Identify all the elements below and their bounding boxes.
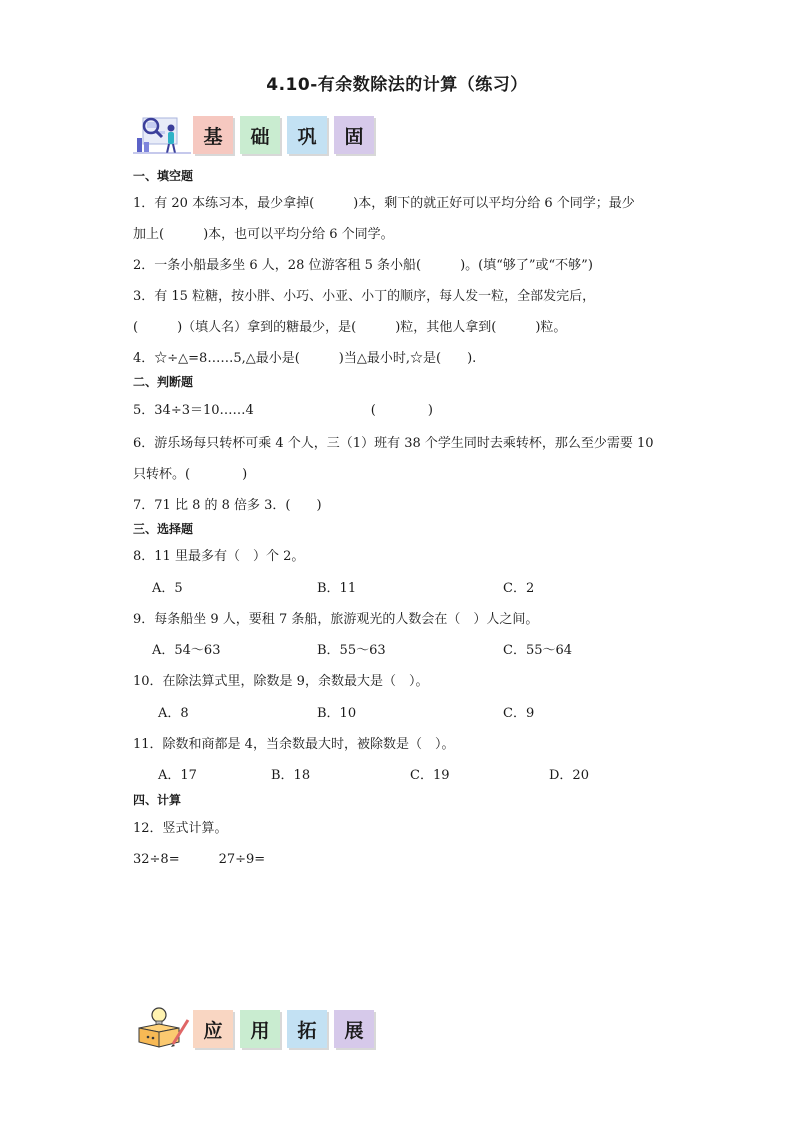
question-line: 7．71 比 8 的 8 倍多 3．( ) [133, 498, 322, 513]
option-a[interactable]: A．8 [158, 706, 189, 721]
person-with-magnifier-icon [133, 112, 191, 154]
banner-apply [133, 1006, 381, 1048]
question-line: 只转杯。( ) [133, 467, 248, 482]
option-a[interactable]: A．17 [158, 768, 197, 783]
question-line: 11．除数和商都是 4，当余数最大时，被除数是（ ）。 [133, 737, 455, 752]
banner-tile: 固 [334, 116, 374, 154]
option-d[interactable]: D．20 [549, 768, 589, 783]
option-c[interactable]: C．55～64 [503, 643, 573, 658]
option-a[interactable]: A．54～63 [152, 643, 221, 658]
option-c[interactable]: C．9 [503, 706, 535, 721]
question-line: 10．在除法算式里，除数是 9，余数最大是（ ）。 [133, 674, 429, 689]
banner-tile: 巩 [287, 116, 327, 154]
question-line: 9．每条船坐 9 人，要租 7 条船，旅游观光的人数会在（ ）人之间。 [133, 612, 539, 627]
banner-tile: 应 [193, 1010, 233, 1048]
page-title: 4.10-有余数除法的计算（练习） [266, 75, 528, 95]
section-heading: 四、计算 [133, 793, 182, 807]
option-c[interactable]: C．2 [503, 581, 535, 596]
option-b[interactable]: B．11 [317, 581, 357, 596]
question-line: 5．34÷3＝10……4 ( ) [133, 403, 433, 418]
calc-expressions: 32÷8= 27÷9= [133, 852, 266, 867]
question-line: 2．一条小船最多坐 6 人，28 位游客租 5 条小船( )。(填“够了”或“不够”) [133, 258, 593, 273]
question-line: 4．☆÷△=8……5,△最小是( )当△最小时,☆是( ). [133, 351, 477, 366]
option-b[interactable]: B．18 [271, 768, 311, 783]
section-heading: 一、填空题 [133, 169, 194, 183]
lightbulb-box-pencil-icon [133, 1006, 191, 1048]
option-a[interactable]: A．5 [152, 581, 183, 596]
question-line: 3．有 15 粒糖，按小胖、小巧、小亚、小丁的顺序，每人发一粒，全部发完后， [133, 289, 596, 304]
banner-tile: 基 [193, 116, 233, 154]
question-line: 12．竖式计算。 [133, 821, 228, 836]
question-line: ( )（填人名）拿到的糖最少，是( )粒，其他人拿到( )粒。 [133, 320, 567, 335]
option-b[interactable]: B．10 [317, 706, 357, 721]
banner-tile: 用 [240, 1010, 280, 1048]
question-line: 1．有 20 本练习本，最少拿掉( )本，剩下的就正好可以平均分给 6 个同学；最少 [133, 196, 635, 211]
banner-tile: 展 [334, 1010, 374, 1048]
banner-basic [133, 112, 381, 154]
option-c[interactable]: C．19 [410, 768, 450, 783]
section-heading: 三、选择题 [133, 522, 194, 536]
banner-tile: 拓 [287, 1010, 327, 1048]
banner-tile: 础 [240, 116, 280, 154]
question-line: 加上( )本，也可以平均分给 6 个同学。 [133, 227, 394, 242]
section-heading: 二、判断题 [133, 375, 194, 389]
question-line: 8．11 里最多有（ ）个 2。 [133, 549, 305, 564]
question-line: 6．游乐场每只转杯可乘 4 个人，三（1）班有 38 个学生同时去乘转杯，那么至少需要 10 [133, 436, 654, 451]
option-b[interactable]: B．55～63 [317, 643, 386, 658]
